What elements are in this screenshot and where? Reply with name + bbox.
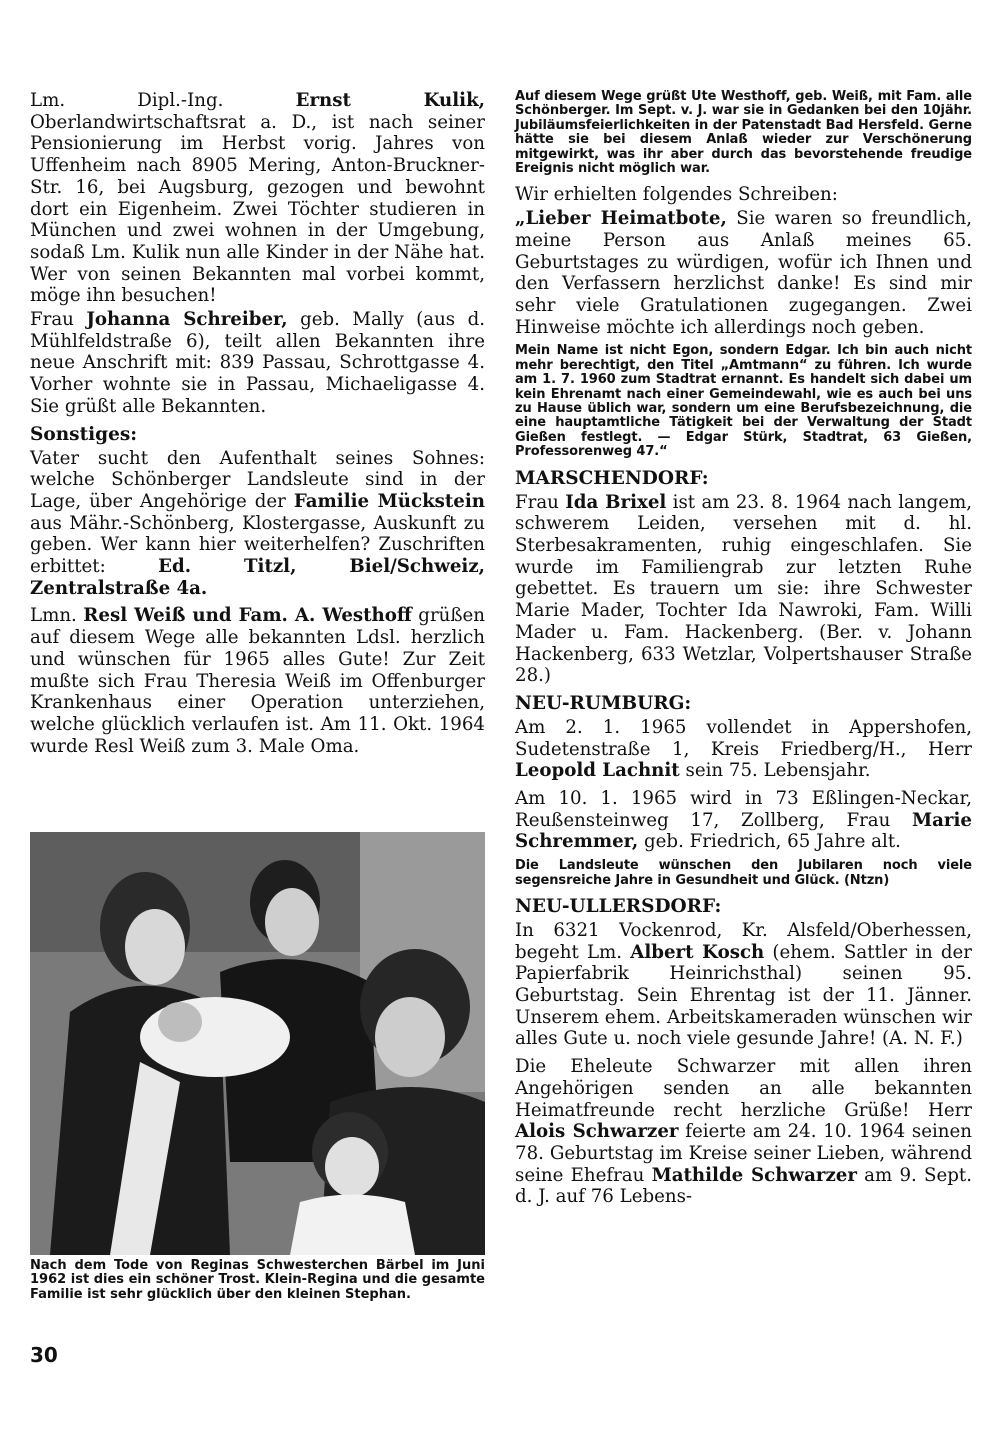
letter-salutation: „Lieber Heimatbote, [515, 208, 727, 230]
article-kosch: In 6321 Vockenrod, Kr. Alsfeld/Oberhessen, begeht Lm. Albert Kosch (ehem. Sattler in der Papierfabrik Heinrichsthal) seinen 95. Geburtstag. Sein Ehrentag ist der 11. Jänner. Unserem ehem. Arbeitskameraden wünschen wir alles Gute u. noch viele gesunde Jahre! (A. N. F.) [515, 919, 972, 1050]
article-schwarzer: Die Eheleute Schwarzer mit allen ihren Angehörigen senden an alle bekannten Heimatfreunde recht herzliche Grüße! Herr Alois Schwarzer feierte am 24. 10. 1964 seinen 78. Geburtstag im Kreise seiner Lieben, während seine Ehefrau Mathilde Schwarzer am 9. Sept. d. J. auf 76 Lebens- [515, 1056, 972, 1208]
name-mathilde-schwarzer: Mathilde Schwarzer [651, 1164, 857, 1186]
left-column [30, 90, 485, 763]
letter-correction: Mein Name ist nicht Egon, sondern Edgar. Ich bin auch nicht mehr berechtigt, den Titel „Amtmann“ zu führen. Ich wurde am 1. 7. 1960 zum Stadtrat ernannt. Es handelt sich dabei um kein Ehrenamt nach einer Gemeindewahl, wie es auch bei uns zu Hause üblich war, sondern um eine Berufsbezeichnung, die eine hauptamtliche Tätigkeit bei der Verwaltung der Stadt Gießen festlegt. — Edgar Stürk, Stadtrat, 63 Gießen, Professorenweg 47.“ [515, 343, 972, 460]
note-jubilare: Die Landsleute wünschen den Jubilaren noch viele segensreiche Jahre in Gesundheit und Glück. (Ntzn) [515, 858, 972, 888]
article-lachnit: Am 2. 1. 1965 vollendet in Appershofen, Sudetenstraße 1, Kreis Friedberg/H., Herr Leopold Lachnit sein 75. Lebensjahr. [515, 716, 972, 782]
page-number: 30 [30, 1343, 58, 1367]
name-marie-schremmer: Marie Schremmer, [515, 809, 972, 853]
name-leopold-lachnit: Leopold Lachnit [515, 760, 680, 782]
photo-caption: Nach dem Tode von Reginas Schwesterchen Bärbel im Juni 1962 ist dies ein schöner Trost. Klein-Regina und die gesamte Familie ist sehr glücklich über den kleinen Stephan. [30, 1258, 485, 1302]
article-schremmer: Am 10. 1. 1965 wird in 73 Eßlingen-Neckar, Reußensteinweg 17, Zollberg, Frau Marie Schremmer, geb. Friedrich, 65 Jahre alt. [515, 788, 972, 853]
name-alois-schwarzer: Alois Schwarzer [515, 1121, 679, 1143]
name-albert-kosch: Albert Kosch [630, 941, 765, 963]
note-ute-westhoff: Auf diesem Wege grüßt Ute Westhoff, geb. Weiß, mit Fam. alle Schönberger. Im Sept. v. J. war sie in Gedanken bei den 10jähr. Jubiläumsfeierlichkeiten in der Patenstadt Bad Hersfeld. Gerne hätte sie bei diesem Anlaß wieder zur Verschönerung mitgewirkt, was ihr aber durch das bevorstehende freudige Ereignis nicht möglich war. [515, 89, 972, 177]
name-ernst-kulik: Ernst Kulik, [295, 90, 485, 111]
name-ida-brixel: Ida Brixel [565, 491, 667, 513]
family-photo [30, 832, 485, 1255]
article-weiss-westhoff: Lmn. Resl Weiß und Fam. A. Westhoff grüßen auf diesem Wege alle bekannten Ldsl. herzlich und wünschen für 1965 alles Gute! Zur Zeit mußte sich Frau Theresia Weiß im Offenburger Krankenhaus einer Operation unterziehen, welche glücklich verlaufen ist. Am 11. Okt. 1964 wurde Resl Weiß zum 3. Male Oma. [30, 605, 485, 757]
contact-titzl: Ed. Titzl, Biel/Schweiz, Zentralstraße 4a. [30, 556, 486, 599]
section-heading-neu-ullersdorf: NEU-ULLERSDORF: [515, 895, 722, 917]
name-johanna-schreiber: Johanna Schreiber, [86, 309, 288, 331]
letter-intro: Wir erhielten folgendes Schreiben: [515, 184, 838, 206]
name-resl-weiss: Resl Weiß und Fam. A. Westhoff [83, 605, 412, 627]
section-heading-sonstiges: Sonstiges: [30, 423, 138, 445]
section-heading-marschendorf: MARSCHENDORF: [515, 467, 709, 489]
name-familie-mueckstein: Familie Mückstein [293, 490, 486, 512]
article-search-son: Vater sucht den Aufenthalt seines Sohnes: welche Schönberger Landsleute sind in der Lage, über Angehörige der Familie Mückstein aus Mähr.-Schönberg, Klostergasse, Auskunft zu geben. Wer kann hier weiterhelfen? Zuschriften erbittet: Ed. Titzl, Biel/Schweiz, Zentralstraße 4a. [30, 447, 486, 599]
article-schreiber: Frau Johanna Schreiber, geb. Mally (aus d. Mühlfeldstraße 6), teilt allen Bekannten ihre neue Anschrift mit: 839 Passau, Schrottgasse 4. Vorher wohnte sie in Passau, Michaeligasse 4. Sie grüßt alle Bekannten. [30, 309, 485, 417]
article-kulik: Lm. Dipl.-Ing. Ernst Kulik, Oberlandwirtschaftsrat a. D., ist nach seiner Pensionierung im Herbst vorig. Jahres von Uffenheim nach 8905 Mering, Anton-Bruckner-Str. 16, bei Augsburg, gezogen und bewohnt dort ein Eigenheim. Zwei Töchter studieren in München und zwei wohnen in der Umgebung, sodaß Lm. Kulik nun alle Kinder in der Nähe hat. Wer von seinen Bekannten mal vorbei kommt, möge ihn besuchen! [30, 90, 485, 307]
right-column [515, 90, 972, 1214]
article-brixel: Frau Ida Brixel ist am 23. 8. 1964 nach langem, schwerem Leiden, versehen mit d. hl. Sterbesakramenten, ruhig eingeschlafen. Sie wurde im Familiengrab zur letzten Ruhe gebettet. Es trauern um sie: ihre Schwester Marie Mader, Tochter Ida Nawroki, Fam. Willi Mader u. Fam. Hackenberg. (Ber. v. Johann Hackenberg, 633 Wetzlar, Volpertshauser Straße 28.) [515, 491, 973, 687]
letter-body: „Lieber Heimatbote, Sie waren so freundlich, meine Person aus Anlaß meines 65. Geburtstages zu würdigen, wofür ich Ihnen und den Verfassern herzlichst danke! Es sind mir sehr viele Gratulationen zugegangen. Zwei Hinweise möchte ich allerdings noch geben. [515, 208, 972, 338]
name-stuerk: Stürk, [743, 429, 788, 445]
section-heading-neu-rumburg: NEU-RUMBURG: [515, 692, 692, 714]
